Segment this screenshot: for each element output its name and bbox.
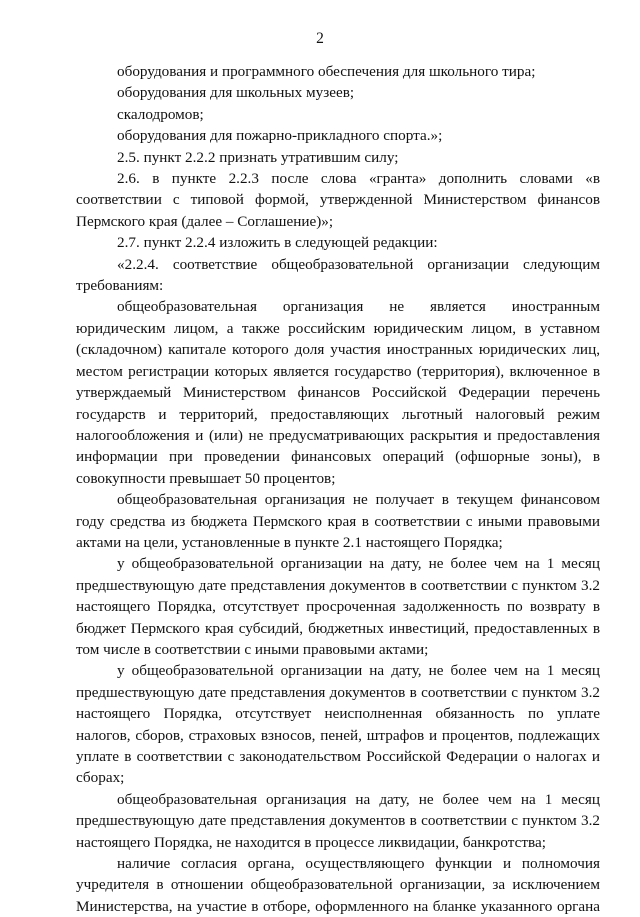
paragraph-12: у общеобразовательной организации на дату, не более чем на 1 месяц предшествующую дате представления документов в соответствии с пунктом 3.2 настоящего Порядка, отсутствует неисполненная обязанность по уплате налогов, сборов, страховых взносов, пеней, штрафов и процентов, подлежащих уплате в соответствии с законодательством Российской Федерации о налогах и сборах; [76,662,600,787]
paragraph-14: наличие согласия органа, осуществляющего функции и полномочия учредителя в отношении общеобразовательной организации, за исключением Министерства, на участие в отборе, оформленного на бланке указанного органа [76,855,600,915]
paragraph-6: 2.6. в пункте 2.2.3 после слова «гранта» дополнить словами «в соответствии с типовой формой, утвержденной Министерством финансов Пермского края (далее – Соглашение)»; [76,170,600,230]
paragraph-4: оборудования для пожарно-прикладного спорта.»; [117,127,443,145]
paragraph-7: 2.7. пункт 2.2.4 изложить в следующей редакции: [117,234,438,252]
paragraph-8: «2.2.4. соответствие общеобразовательной организации следующим требованиям: [76,255,600,295]
paragraph-5: 2.5. пункт 2.2.2 признать утратившим силу; [117,148,399,166]
paragraph-10: общеобразовательная организация не получает в текущем финансовом году средства из бюджета Пермского края в соответствии с иными правовыми актами на цели, установленные в пункте 2.1 настоящего Порядка; [76,491,600,551]
paragraph-2: оборудования для школьных музеев; [117,84,355,102]
document-body [76,61,600,917]
paragraph-9: общеобразовательная организация не является иностранным юридическим лицом, а также российским юридическим лицом, в уставном (складочном) капитале которого доля участия иностранных юридических лиц, местом регистрации которых является государство (территория), включенное в утверждаемый Министерством финансов Российской Федерации перечень государств и территорий, предоставляющих льготный налоговый режим налогообложения и (или) не предусматривающих раскрытия и предоставления информации при проведении финансовых операций (офшорные зоны), в совокупности превышает 50 процентов; [76,298,600,487]
paragraph-11: у общеобразовательной организации на дату, не более чем на 1 месяц предшествующую дате представления документов в соответствии с пунктом 3.2 настоящего Порядка, отсутствует просроченная задолженность по возврату в бюджет Пермского края субсидий, бюджетных инвестиций, предоставленных в том числе в соответствии с иными правовыми актами; [76,555,600,658]
paragraph-13: общеобразовательная организация на дату, не более чем на 1 месяц предшествующую дате представления документов в соответствии с пунктом 3.2 настоящего Порядка, не находится в процессе ликвидации, банкротства; [76,790,600,851]
paragraph-3: скалодромов; [117,105,204,123]
paragraph-1: оборудования и программного обеспечения для школьного тира; [117,63,536,80]
page-number: 2 [316,30,324,47]
